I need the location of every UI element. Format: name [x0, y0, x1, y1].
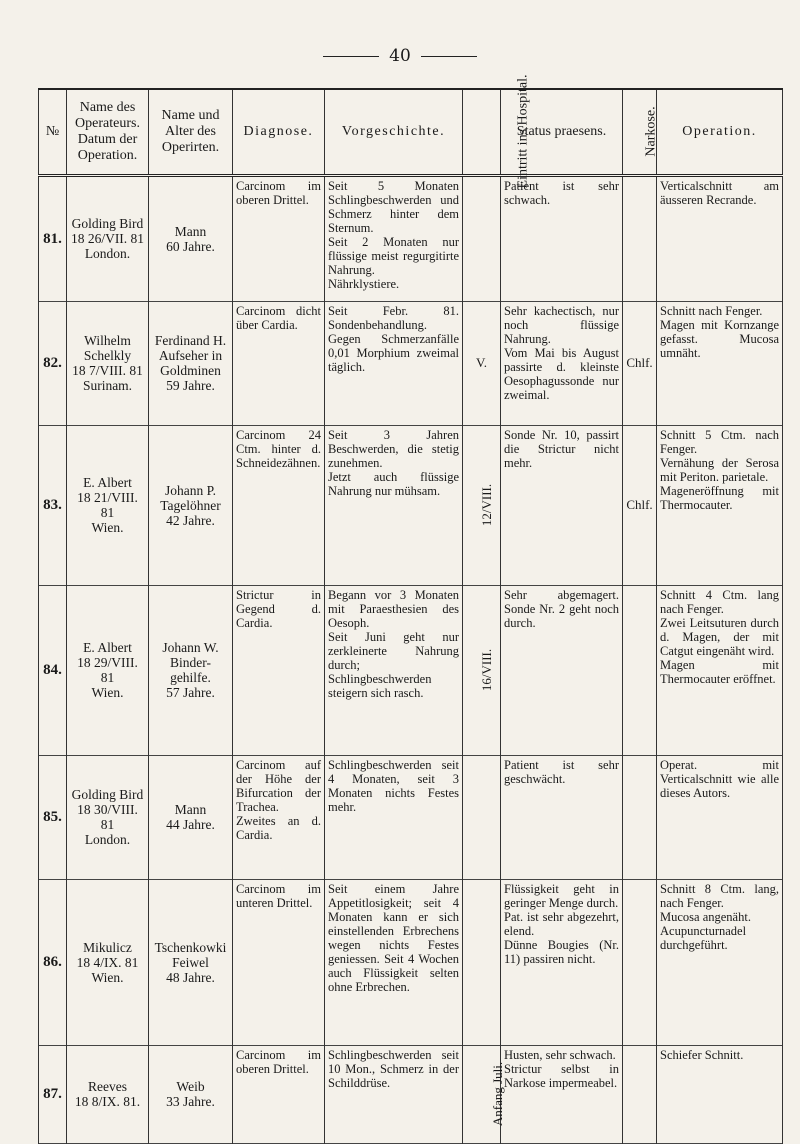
diagnosis-cell: Carcinom im unteren Drittel. — [233, 879, 325, 1045]
operator-cell: E. Albert 18 21/VIII. 81 Wien. — [67, 425, 149, 585]
operation-cell: Verticalschnitt am äusseren Recrande. — [657, 175, 783, 301]
history-cell: Seit Febr. 81. Sondenbehandlung. Gegen Schmerzanfälle 0,01 Morphium zweimal täglich. — [325, 301, 463, 425]
narcosis-cell — [623, 879, 657, 1045]
header-operation — [657, 89, 783, 175]
page-number-text: 40 — [389, 46, 411, 66]
admission-cell — [463, 755, 501, 879]
dash-right — [421, 56, 477, 57]
header-admission-text: Eintritt ins Hospital. — [515, 74, 531, 189]
patient-cell: Ferdinand H. Aufseher in Goldminen 59 Jahre. — [149, 301, 233, 425]
history-cell: Begann vor 3 Monaten mit Paraesthesien des Oesoph. Seit Juni geht nur zerkleinerte Nahrung durch; Schlingbeschwerden steigern sich rasch. — [325, 585, 463, 755]
history-cell: Seit einem Jahre Appetitlosigkeit; seit 4 Monaten kann er sich einstellenden Erbrechens wegen nichts Festes geniessen. Seit 4 Wochen auch Flüssigkeit selten ohne Erbrechen. — [325, 879, 463, 1045]
status-cell: Patient ist sehr geschwächt. — [501, 755, 623, 879]
table-row — [39, 879, 783, 1045]
operator-cell: Mikulicz 18 4/IX. 81 Wien. — [67, 879, 149, 1045]
table-row — [39, 301, 783, 425]
case-number: 84. — [39, 585, 67, 755]
history-cell: Seit 5 Monaten Schlingbeschwerden und Schmerz hinter dem Sternum. Seit 2 Monaten nur flüssige meist regurgitirte Nahrung. Nährklystiere. — [325, 175, 463, 301]
status-cell: Sehr kachectisch, nur noch flüssige Nahrung. Vom Mai bis August passirte d. kleinste Oesophagussonde nur zweimal. — [501, 301, 623, 425]
operator-cell: Golding Bird 18 26/VII. 81 London. — [67, 175, 149, 301]
operator-cell: Reeves 18 8/IX. 81. — [67, 1045, 149, 1143]
operation-cell: Schiefer Schnitt. — [657, 1045, 783, 1143]
operation-cell: Schnitt 4 Ctm. lang nach Fenger. Zwei Leitsuturen durch d. Magen, der mit Catgut eingenäht wird. Magen mit Thermocauter eröffnet. — [657, 585, 783, 755]
narcosis-cell: Chlf. — [623, 425, 657, 585]
admission-text: 16/VIII. — [479, 648, 495, 692]
admission-cell — [463, 425, 501, 585]
header-admission — [463, 74, 531, 189]
diagnosis-cell: Carcinom 24 Ctm. hinter d. Schneidezähnen. — [233, 425, 325, 585]
header-number: № — [39, 89, 67, 175]
patient-cell: Mann 44 Jahre. — [149, 755, 233, 879]
admission-cell — [463, 301, 501, 425]
diagnosis-cell: Carcinom im oberen Drittel. — [233, 175, 325, 301]
status-cell: Husten, sehr schwach. Strictur selbst in Narkose impermeabel. — [501, 1045, 623, 1143]
operations-table — [38, 74, 783, 1144]
status-cell: Patient ist sehr schwach. — [501, 175, 623, 301]
status-cell: Sonde Nr. 10, passirt die Strictur nicht mehr. — [501, 425, 623, 585]
case-number: 82. — [39, 301, 67, 425]
patient-cell: Mann 60 Jahre. — [149, 175, 233, 301]
operator-cell: Golding Bird 18 30/VIII. 81 London. — [67, 755, 149, 879]
case-number: 81. — [39, 175, 67, 301]
header-operation-text: Operation. — [682, 123, 757, 139]
patient-cell: Weib 33 Jahre. — [149, 1045, 233, 1143]
history-cell: Seit 3 Jahren Beschwerden, die stetig zunehmen. Jetzt auch flüssige Nahrung nur mühsam. — [325, 425, 463, 585]
operator-cell: E. Albert 18 29/VIII. 81 Wien. — [67, 585, 149, 755]
header-history-text: Vorgeschichte. — [341, 123, 446, 139]
admission-cell — [463, 1045, 506, 1143]
admission-text: 12/VIII. — [479, 483, 495, 527]
header-narcosis-text: Narkose. — [643, 106, 659, 157]
operation-cell: Operat. mit Verticalschnitt wie alle dieses Autors. — [657, 755, 783, 879]
narcosis-cell — [623, 175, 657, 301]
header-diagnosis — [233, 89, 325, 175]
table-row — [39, 175, 783, 301]
narcosis-cell — [623, 1045, 657, 1143]
operation-cell: Schnitt 8 Ctm. lang, nach Fenger. Mucosa angenäht. Acupuncturnadel durchgeführt. — [657, 879, 783, 1045]
header-history — [325, 89, 463, 175]
patient-cell: Johann W. Binder-gehilfe. 57 Jahre. — [149, 585, 233, 755]
narcosis-cell — [623, 755, 657, 879]
admission-cell — [463, 879, 501, 1045]
header-row — [39, 89, 783, 175]
operator-cell: Wilhelm Schelkly 18 7/VIII. 81 Surinam. — [67, 301, 149, 425]
case-number: 86. — [39, 879, 67, 1045]
narcosis-cell — [623, 585, 657, 755]
case-number: 87. — [39, 1045, 67, 1143]
page-number — [0, 46, 800, 66]
patient-cell: Johann P. Tagelöhner 42 Jahre. — [149, 425, 233, 585]
narcosis-cell: Chlf. — [623, 301, 657, 425]
diagnosis-cell: Carcinom dicht über Cardia. — [233, 301, 325, 425]
case-number: 83. — [39, 425, 67, 585]
diagnosis-cell: Strictur in Gegend d. Cardia. — [233, 585, 325, 755]
admission-text: Anfang Juli. — [490, 1061, 506, 1127]
dash-left — [323, 56, 379, 57]
history-cell: Schlingbeschwerden seit 10 Mon., Schmerz in der Schilddrüse. — [325, 1045, 463, 1143]
status-cell: Sehr abgemagert. Sonde Nr. 2 geht noch durch. — [501, 585, 623, 755]
status-cell: Flüssigkeit geht in geringer Menge durch. Pat. ist sehr abgezehrt, elend. Dünne Bougies (Nr. 11) passiren nicht. — [501, 879, 623, 1045]
table-row — [39, 1045, 783, 1143]
diagnosis-cell: Carcinom auf der Höhe der Bifurcation der Trachea. Zweites an d. Cardia. — [233, 755, 325, 879]
table-row — [39, 425, 783, 585]
table-row — [39, 585, 783, 755]
operation-cell: Schnitt nach Fenger. Magen mit Kornzange gefasst. Mucosa umnäht. — [657, 301, 783, 425]
operation-cell: Schnitt 5 Ctm. nach Fenger. Vernähung der Serosa mit Periton. parietale. Mageneröffnung mit Thermocauter. — [657, 425, 783, 585]
header-narcosis — [623, 89, 657, 175]
admission-text: V. — [476, 355, 487, 370]
patient-cell: Tschenkowki Feiwel 48 Jahre. — [149, 879, 233, 1045]
table-row — [39, 755, 783, 879]
case-number: 85. — [39, 755, 67, 879]
header-diagnosis-text: Diagnose. — [243, 123, 314, 139]
diagnosis-cell: Carcinom im oberen Drittel. — [233, 1045, 325, 1143]
admission-cell — [463, 585, 501, 755]
header-operator: Name des Operateurs. Datum der Operation. — [67, 89, 149, 175]
history-cell: Schlingbeschwerden seit 4 Monaten, seit 3 Monaten nichts Festes mehr. — [325, 755, 463, 879]
header-patient: Name und Alter des Operirten. — [149, 89, 233, 175]
header-status: Status praesens. — [501, 89, 623, 175]
admission-cell — [463, 175, 501, 301]
